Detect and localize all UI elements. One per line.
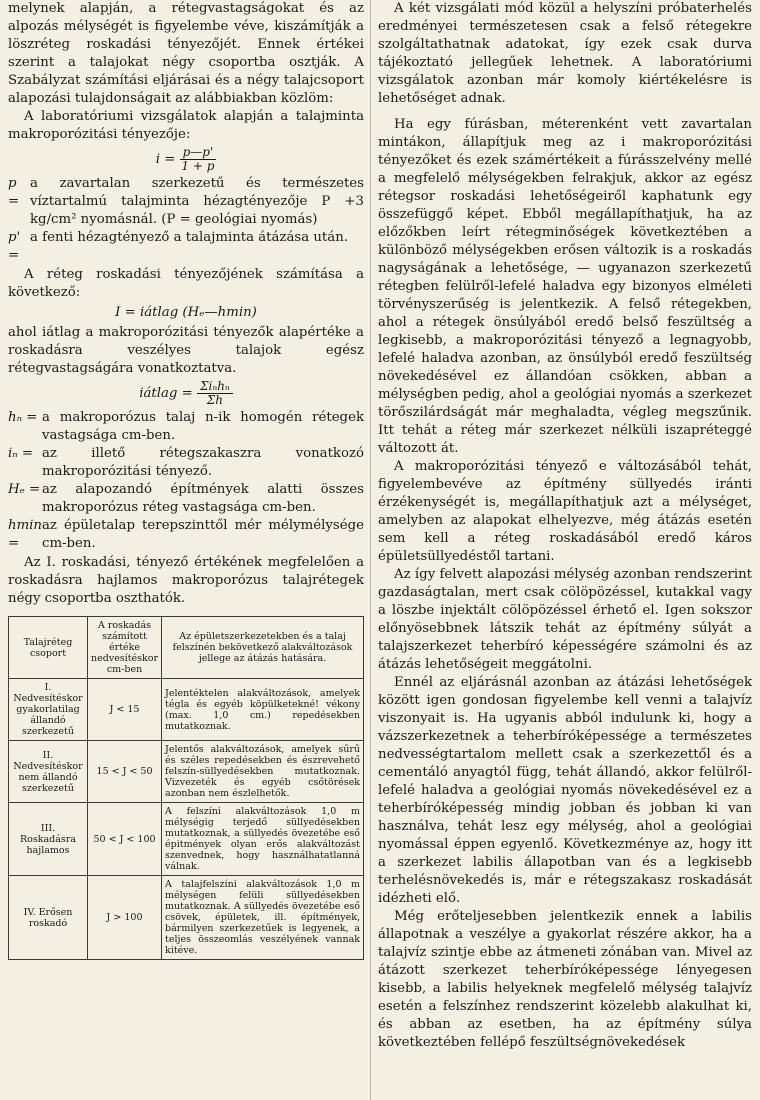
table-header-row [9,617,364,679]
definition-symbol: p' = [8,230,21,263]
paragraph: Az így felvett alapozási mélység azonban rendszerint gazdaságtalan, mert csak cölöpözéssel, kutakkal vagy a löszbe injektált cölöpözéssel érhető el. Igen sokszor előnyösebbnek látszik tehát az építmény súlyát a talajszerkezet teherbíró képességére számolni és az átázás lehetőségeit meggátolni. [378,567,752,672]
formula-fraction [197,380,233,407]
table-cell-value: J > 100 [88,876,162,960]
left-column [8,0,364,960]
column-divider [370,0,371,1100]
paragraph: Ennél az eljárásnál azonban az átázási lehetőségek között igen gondosan figyelembe kell venni a talajvíz viszonyait is. Ha ugyanis abból indulunk ki, hogy a vázszerkezetnek a teherbíróképessége a természetes nedvességtartalom mellett csak a szerkezettől és a cementáló anyagtól függ, tehát állandó, akkor felülről-lefelé haladva a geológiai nyomás növekedésével ez a teherbíróképesség mindig jobban és jobban ki van használva, tehát lesz egy mélység, ahol a geológiai nyomással éppen egyenlő. Következménye az, hogy itt a szerkezet labilis állapotban van és a legkisebb terhelésnövekedés is, már e rétegszakasz roskadását idézheti elő. [378,675,752,906]
table-cell-desc: A talajfelszíni alakváltozások 1,0 m mélységen felüli süllyedésekben mutatkoznak. A süllyedés övezetébe eső csövek, épületek, ill. építmények, bármilyen szerkezetűek is legyenek, a teljes összeomlás veszélyének vannak kitéve. [162,876,364,960]
formula-roskadas: I = iátlag (Hₑ—hmin) [115,305,257,320]
table-header: Az épületszerkezetekben és a talaj felszínén bekövetkező alakváltozások jellege az átázás hatására. [162,617,364,679]
definition-symbol: hₙ = [8,410,38,425]
definition [8,409,364,445]
definition-text: a makroporózus talaj n-ik homogén rétegek vastagsága cm-ben. [42,410,364,443]
paragraph: ahol iátlag a makroporózitási tényezők alapértéke a roskadásra veszélyes talajok egész rétegvastagságára vonatkoztatva. [8,325,364,376]
definition-text: az épületalap terepszinttől mér mélymélysége cm-ben. [42,518,364,551]
table-cell-group: III. Roskadásra hajlamos [9,803,88,876]
definition-symbol: iₙ = [8,446,34,461]
table-row [9,679,364,741]
definition-text: az alapozandó építmények alatti összes makroporózus réteg vastagsága cm-ben. [42,482,364,515]
definition [8,229,364,265]
definition-symbol: hmin = [8,518,42,551]
definition-text: a zavartalan szerkezetű és természetes víztartalmú talajminta hézagtényezője P +3 kg/cm² nyomásnál. (P = geológiai nyomás) [30,176,364,227]
formula-iatlag [8,380,364,407]
table-header: A roskadás számított értéke nedvesítéskor cm-ben [88,617,162,679]
table-cell-value: 15 < J < 50 [88,741,162,803]
table-cell-desc: A felszíni alakváltozások 1,0 m mélységig terjedő süllyedésekben mutatkoznak, a süllyedés övezetébe eső épitmények olyan erős alakváltozást szenvednek, hogy használhatatlanná válnak. [162,803,364,876]
definitions-1 [8,175,364,265]
definition-text: a fenti hézagtényező a talajminta átázása után. [30,230,348,245]
definition-symbol: Hₑ = [8,482,41,497]
table-cell-group: I. Nedvesítéskor gyakorlatilag állandó szerkezetű [9,679,88,741]
formula-makroporozitas [8,146,364,173]
formula-denominator: Σh [206,393,224,407]
paragraph: Még erőteljesebben jelentkezik ennek a labilis állapotnak a veszélye a gyakorlat részére akkor, ha a talajvíz szintje ebbe az átmeneti zónában van. Mivel az átázott szerkezet teherbíróképessége lényegesen kisebb, a labilis helyeknek megfelelő mélység talajvíz esetén a felszínhez rendszerint közelebb alakulhat ki, és abban az esetben, ha az építmény súlya következtében fellépő feszültségnövekedések [378,909,752,1050]
right-column [378,0,752,1052]
table-header: Talajréteg csoport [9,617,88,679]
table-cell-value: J < 15 [88,679,162,741]
paragraph: melynek alapján, a rétegvastagságokat és az alpozás mélységét is figyelembe véve, kiszámítják a löszréteg roskadási tényezőjét. Ennek értékei szerint a talajokat négy csoportba osztják. A Szabályzat számítási eljárásai és a négy talajcsoport alapozási tulajdonságait az alábbiakban közlöm: [8,1,364,106]
formula-numerator: Σiₙhₙ [197,380,233,394]
table-row [9,741,364,803]
paragraph: A két vizsgálati mód közül a helyszíni próbaterhelés eredményei természetesen csak a felső rétegekre szolgáltathatnak adatokat, így ezek csak durva tájékoztató jellegűek lehetnek. A laboratóriumi vizsgálatok azonban már komoly kiértékelésre is lehetőséget adnak. [378,1,752,106]
table-cell-group: IV. Erősen roskadó [9,876,88,960]
table-cell-desc: Jelentéktelen alakváltozások, amelyek tégla és egyéb köpülketekné! vékony (max. 1,0 cm.) repedésekben mutatkoznak. [162,679,364,741]
paragraph: Ha egy fúrásban, méterenként vett zavartalan mintákon, állapítjuk meg az i makroporózitási tényezőket és ezek számértékeit a fúrásszelvény mellé a megfelelő mélységekben felrakjuk, akkor az egész rétegsor roskadási lehetőségeiről kaphatunk egy összefüggő képet. Ebből megállapíthatjuk, ha az előzőkben leírt rétegminőségek következtében a különböző mélységekben erősen változik is a roskadás nagyságának a lehetősége, — ugyanazon szerkezetű rétegben felülről-lefelé haladva egy bizonyos elméleti törvényszerűség is jelentkezik. A felső rétegekben, ahol a rétegek önsúlyából eredő belső feszültség a legkisebb, a makroporózitási tényező a legnagyobb, lefelé haladva azonban, az önsúlyból eredő feszültség növekedésével ez állandóan csökken, abban a mélységben pedig, ahol a geológiai nyomás a szerkezet törőszilárdságát már meghaladta, végleg megszűnik. Itt tehát a réteg már szerkezet nélküli iszapréteggé változott át. [378,117,752,456]
paragraph: A makroporózitási tényező e változásából tehát, figyelembevéve az építmény süllyedés iránti érzékenységét is, megállapíthatjuk azt a mélységet, amelyben az alapokat elhelyezve, még átázás esetén sem kell a réteg roskadásából eredő káros épületsüllyedéstől tartani. [378,459,752,564]
table-cell-group: II. Nedvesítéskor nem állandó szerkezetű [9,741,88,803]
paragraph: A réteg roskadási tényezőjének számítása a következő: [8,267,364,300]
table-row [9,803,364,876]
definitions-2 [8,409,364,553]
formula-numerator: p—p' [180,146,217,160]
paragraph: A laboratóriumi vizsgálatok alapján a talajminta makroporózitási tényezője: [8,109,364,142]
definition [8,175,364,229]
formula-denominator: 1 + p [181,159,215,173]
table-row [9,876,364,960]
paragraph: Az I. roskadási, tényező értékének megfelelően a roskadásra hajlamos makroporózus talajrétegek négy csoportba oszthatók. [8,555,364,606]
definition [8,517,364,553]
definition [8,445,364,481]
table-cell-value: 50 < J < 100 [88,803,162,876]
formula-lhs: iátlag = [139,386,193,401]
table-cell-desc: Jelentős alakváltozások, amelyek sűrű és széles repedésekben és észrevehető felszín-süllyedésekben mutatkoznak. Vizvezeték és egyéb csőtörések azonban nem észlelhetők. [162,741,364,803]
formula-lhs: i = [155,152,176,167]
definition [8,481,364,517]
definition-symbol: p = [8,176,20,209]
definition-text: az illető rétegszakaszra vonatkozó makroporózitási tényező. [42,446,364,479]
formula-fraction [180,146,217,173]
soil-group-table [8,616,364,960]
